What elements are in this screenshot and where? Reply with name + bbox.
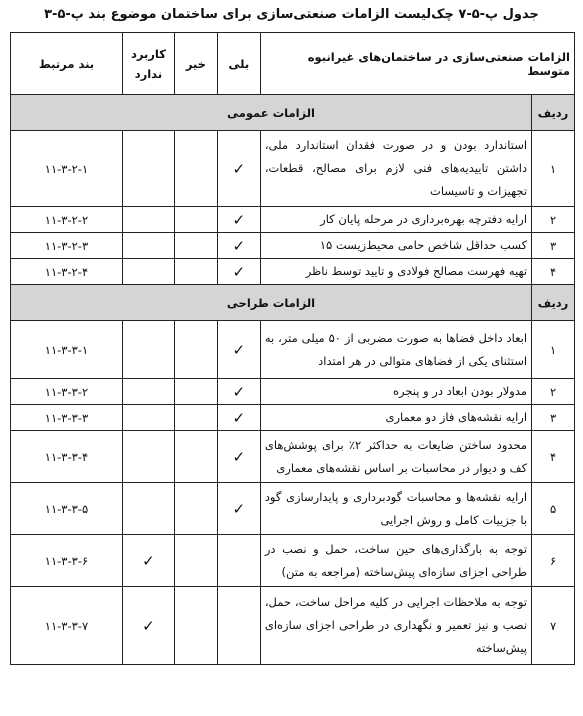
table-row xyxy=(11,405,575,431)
table-caption: جدول پ-۵-۷ چک‌لیست الزامات صنعتی‌سازی برای ساختمان موضوع بند پ-۵-۳ xyxy=(44,7,539,22)
not-applicable-cell xyxy=(122,207,174,233)
reference-cell: ۱۱-۳-۳-۲ xyxy=(11,379,123,405)
section-row-label: ردیف xyxy=(532,95,575,131)
checklist-table xyxy=(10,32,575,665)
table-row xyxy=(11,207,575,233)
row-number: ۳ xyxy=(532,233,575,259)
no-cell xyxy=(174,321,217,379)
yes-cell: ✓ xyxy=(217,379,260,405)
requirement-text: ارایه نقشه‌های فاز دو معماری xyxy=(260,405,531,431)
table-row xyxy=(11,131,575,207)
no-cell xyxy=(174,259,217,285)
header-no: خیر xyxy=(174,33,217,95)
section-header-row xyxy=(11,285,575,321)
not-applicable-cell xyxy=(122,405,174,431)
not-applicable-cell: ✓ xyxy=(122,535,174,587)
section-title: الزامات عمومی xyxy=(11,95,532,131)
row-number: ۶ xyxy=(532,535,575,587)
not-applicable-cell xyxy=(122,483,174,535)
yes-cell: ✓ xyxy=(217,321,260,379)
reference-cell: ۱۱-۳-۳-۵ xyxy=(11,483,123,535)
no-cell xyxy=(174,131,217,207)
reference-cell: ۱۱-۳-۲-۴ xyxy=(11,259,123,285)
reference-cell: ۱۱-۳-۳-۱ xyxy=(11,321,123,379)
table-row xyxy=(11,483,575,535)
row-number: ۴ xyxy=(532,259,575,285)
no-cell xyxy=(174,405,217,431)
header-yes: بلی xyxy=(217,33,260,95)
requirement-text: تهیه فهرست مصالح فولادی و تایید توسط ناظر xyxy=(260,259,531,285)
row-number: ۱ xyxy=(532,321,575,379)
yes-cell: ✓ xyxy=(217,207,260,233)
requirement-text: ابعاد داخل فضاها به صورت مضربی از ۵۰ میلی متر، به استثنای یکی از فضاهای متوالی در هر امتداد xyxy=(260,321,531,379)
reference-cell: ۱۱-۳-۲-۳ xyxy=(11,233,123,259)
requirement-text: کسب حداقل شاخص حامی محیط‌زیست ۱۵ xyxy=(260,233,531,259)
no-cell xyxy=(174,535,217,587)
table-row xyxy=(11,321,575,379)
yes-cell: ✓ xyxy=(217,431,260,483)
not-applicable-cell xyxy=(122,233,174,259)
row-number: ۲ xyxy=(532,379,575,405)
no-cell xyxy=(174,587,217,665)
table-row xyxy=(11,431,575,483)
table-row xyxy=(11,535,575,587)
row-number: ۳ xyxy=(532,405,575,431)
requirement-text: توجه به ملاحظات اجرایی در کلیه مراحل ساخت، حمل، نصب و نیز تعمیر و نگهداری در طراحی اجزای سازه‌ای پیش‌ساخته xyxy=(260,587,531,665)
yes-cell: ✓ xyxy=(217,233,260,259)
not-applicable-cell xyxy=(122,379,174,405)
row-number: ۱ xyxy=(532,131,575,207)
yes-cell xyxy=(217,587,260,665)
table-row xyxy=(11,233,575,259)
section-row-label: ردیف xyxy=(532,285,575,321)
reference-cell: ۱۱-۳-۲-۱ xyxy=(11,131,123,207)
yes-cell: ✓ xyxy=(217,483,260,535)
requirement-text: استاندارد بودن و در صورت فقدان استاندارد ملی، داشتن تاییدیه‌های فنی لازم برای مصالح، قطعات، تجهیزات و تاسیسات xyxy=(260,131,531,207)
header-requirement: الزامات صنعتی‌سازی در ساختمان‌های غیرانبوه متوسط xyxy=(260,33,574,95)
row-number: ۵ xyxy=(532,483,575,535)
reference-cell: ۱۱-۳-۳-۴ xyxy=(11,431,123,483)
table-row xyxy=(11,379,575,405)
row-number: ۲ xyxy=(532,207,575,233)
reference-cell: ۱۱-۳-۳-۷ xyxy=(11,587,123,665)
row-number: ۴ xyxy=(532,431,575,483)
header-not-applicable: کاربرد ندارد xyxy=(122,33,174,95)
requirement-text: محدود ساختن ضایعات به حداکثر ۲٪ برای پوشش‌های کف و دیوار در محاسبات بر اساس نقشه‌های معماری xyxy=(260,431,531,483)
no-cell xyxy=(174,233,217,259)
row-number: ۷ xyxy=(532,587,575,665)
yes-cell xyxy=(217,535,260,587)
reference-cell: ۱۱-۳-۳-۳ xyxy=(11,405,123,431)
requirement-text: مدولار بودن ابعاد در و پنجره xyxy=(260,379,531,405)
requirement-text: ارایه دفترچه بهره‌برداری در مرحله پایان کار xyxy=(260,207,531,233)
not-applicable-cell xyxy=(122,431,174,483)
table-row xyxy=(11,587,575,665)
not-applicable-cell xyxy=(122,321,174,379)
no-cell xyxy=(174,379,217,405)
yes-cell: ✓ xyxy=(217,405,260,431)
section-title: الزامات طراحی xyxy=(11,285,532,321)
header-reference: بند مرتبط xyxy=(11,33,123,95)
not-applicable-cell xyxy=(122,259,174,285)
reference-cell: ۱۱-۳-۲-۲ xyxy=(11,207,123,233)
no-cell xyxy=(174,483,217,535)
reference-cell: ۱۱-۳-۳-۶ xyxy=(11,535,123,587)
no-cell xyxy=(174,207,217,233)
table-row xyxy=(11,259,575,285)
yes-cell: ✓ xyxy=(217,131,260,207)
section-header-row xyxy=(11,95,575,131)
no-cell xyxy=(174,431,217,483)
header-row xyxy=(11,33,575,95)
not-applicable-cell xyxy=(122,131,174,207)
requirement-text: ارایه نقشه‌ها و محاسبات گودبرداری و پایدارسازی گود با جزییات کامل و روش اجرایی xyxy=(260,483,531,535)
not-applicable-cell: ✓ xyxy=(122,587,174,665)
yes-cell: ✓ xyxy=(217,259,260,285)
requirement-text: توجه به بارگذاری‌های حین ساخت، حمل و نصب در طراحی اجزای سازه‌ای پیش‌ساخته (مراجعه به متن) xyxy=(260,535,531,587)
